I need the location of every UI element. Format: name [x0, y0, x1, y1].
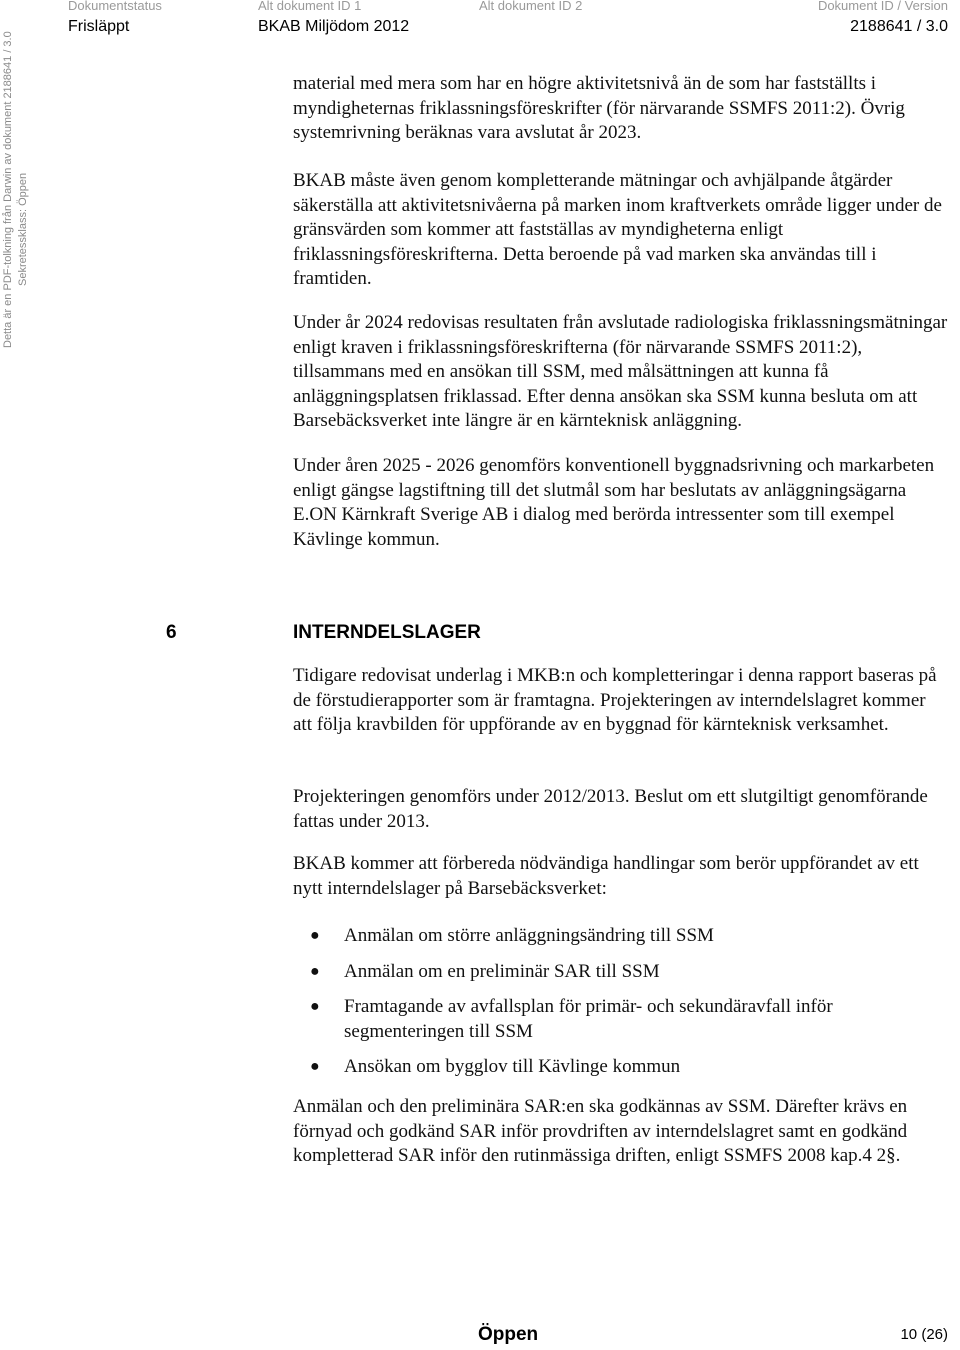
- list-item: ● Anmälan om större anläggningsändring till SSM: [293, 924, 943, 949]
- list-item: ● Anmälan om en preliminär SAR till SSM: [293, 960, 943, 985]
- bullet-icon: ●: [310, 962, 320, 980]
- section-title: INTERNDELSLAGER: [293, 622, 481, 643]
- section-paragraph-1: [293, 664, 949, 738]
- bullet-icon: ●: [310, 927, 320, 944]
- section-paragraph-4: [293, 1095, 949, 1169]
- sidebar-classification: Sekretessklass: Öppen: [17, 172, 29, 286]
- section-number: 6: [166, 622, 177, 643]
- footer-classification: Öppen: [478, 1324, 539, 1345]
- paragraph-3-text: Under år 2024 redovisas resultaten från avslutade radiologiska friklassningsmätningar enligt kraven i friklassningsföreskrifterna (för närvarande SSMFS 2011:2), tillsammans med en ansökan till SSM, med målsättningen att kunna få anläggningsplatsen friklassad. Efter denna ansökan ska SSM kunna besluta om att Barsebäcksverket inte längre är en kärnteknisk anläggning.: [293, 312, 948, 431]
- paragraph-2: [293, 169, 949, 292]
- section-paragraph-2: [293, 785, 949, 834]
- section-paragraph-3: [293, 852, 949, 901]
- label-alt-doc-id-1: Alt dokument ID 1: [258, 0, 362, 13]
- paragraph-2-text: BKAB måste även genom kompletterande mätningar och avhjälpande åtgärder säkerställa att aktivitetsnivåerna på marken inom kraftverkets område ligger under de gränsvärden som kommer att fastställas av myndigheterna enligt friklassningsföreskrifterna. Detta beroende på vad marken ska användas till i framtiden.: [293, 170, 942, 289]
- section-paragraph-1-text: Tidigare redovisat underlag i MKB:n och kompletteringar i denna rapport baseras på de förstudierapporter som är framtagna. Projekteringen av interndelslagret kommer att följa kravbilden för uppförande av en byggnad för kärnteknisk verksamhet.: [293, 665, 937, 735]
- section-paragraph-3-text: BKAB kommer att förbereda nödvändiga handlingar som berör uppförandet av ett nytt interndelslager på Barsebäcksverket:: [293, 853, 919, 899]
- value-document-status: Frisläppt: [68, 18, 130, 35]
- paragraph-4: [293, 454, 949, 552]
- requirements-list: [293, 924, 943, 1091]
- value-document-id-version: 2188641 / 3.0: [850, 18, 948, 35]
- value-alt-doc-id-1: BKAB Miljödom 2012: [258, 18, 410, 35]
- header-labels: [0, 0, 960, 12]
- sidebar-pdf-note: Detta är en PDF-tolkning från Darwin av dokument 2188641 / 3.0: [2, 31, 14, 348]
- list-item: ● Framtagande av avfallsplan för primär- och sekundäravfall inför segmenteringen till SSM: [310, 996, 833, 1042]
- section-paragraph-2-text: Projekteringen genomförs under 2012/2013. Beslut om ett slutgiltigt genomförande fattas under 2013.: [293, 786, 928, 832]
- bullet-icon: ●: [310, 998, 320, 1015]
- paragraph-1-text: material med mera som har en högre aktivitetsnivå än de som har fastställts i myndigheternas friklassningsföreskrifter (för närvarande SSMFS 2011:2). Övrig systemrivning beräknas vara avslutat år 2023.: [293, 73, 905, 143]
- list-item: ● Ansökan om bygglov till Kävlinge kommun: [293, 1055, 943, 1080]
- label-document-id-version: Dokument ID / Version: [817, 0, 948, 13]
- footer-page-number: 10 (26): [900, 1326, 948, 1343]
- label-alt-doc-id-2: Alt dokument ID 2: [479, 0, 583, 13]
- paragraph-3: [293, 311, 949, 434]
- label-document-status: Dokumentstatus: [68, 0, 162, 13]
- section-paragraph-4-text: Anmälan och den preliminära SAR:en ska godkännas av SSM. Därefter krävs en förnyad och godkänd SAR inför provdriften av interndelslagret samt en godkänd kompletterad SAR inför den rutinmässiga driften, enligt SSMFS 2008 kap.4 2§.: [293, 1096, 908, 1166]
- paragraph-1: [293, 72, 949, 146]
- paragraph-4-text: Under åren 2025 - 2026 genomförs konventionell byggnadsrivning och markarbeten enligt gängse lagstiftning till det slutmål som har beslutats av anläggningsägarna E.ON Kärnkraft Sverige AB i dialog med berörda intressenter som till exempel Kävlinge kommun.: [293, 455, 935, 550]
- header-values: [0, 18, 960, 40]
- bullet-icon: ●: [310, 1058, 320, 1075]
